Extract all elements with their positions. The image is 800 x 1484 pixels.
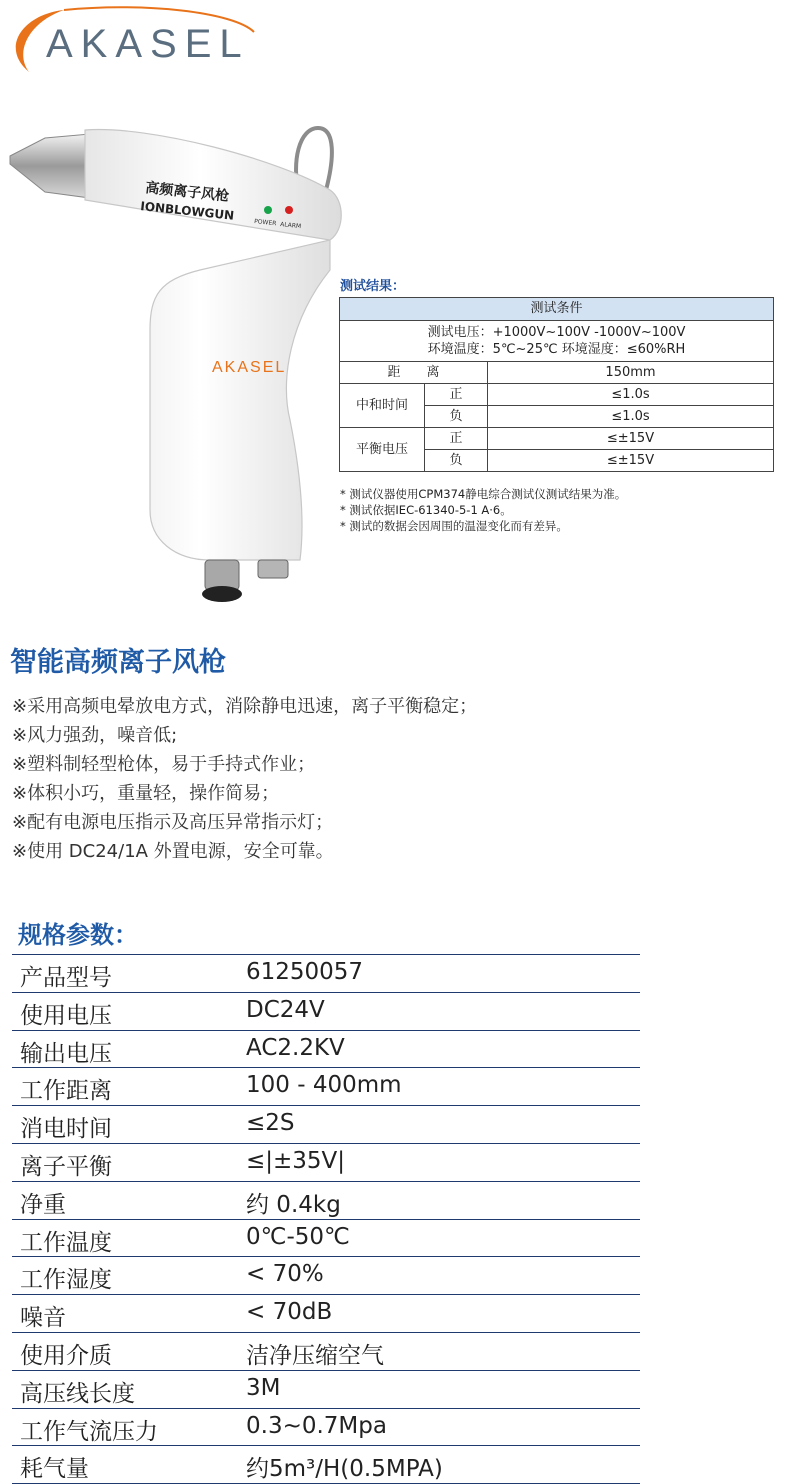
spec-label: 离子平衡 bbox=[20, 1153, 112, 1180]
neutralize-pos-value: ≤1.0s bbox=[488, 384, 774, 406]
spec-label: 噪音 bbox=[20, 1305, 66, 1332]
spec-row bbox=[12, 1067, 640, 1105]
spec-value: ≤|±35V| bbox=[246, 1147, 346, 1174]
test-results-title: 测试结果： bbox=[340, 279, 406, 294]
test-conditions-header: 测试条件 bbox=[340, 298, 774, 321]
spec-label: 使用电压 bbox=[20, 1002, 112, 1029]
spec-value: 61250057 bbox=[246, 959, 364, 985]
spec-row bbox=[12, 1445, 640, 1484]
feature-list bbox=[12, 692, 477, 866]
spec-label: 工作距离 bbox=[20, 1078, 112, 1105]
spec-label: 净重 bbox=[20, 1191, 66, 1218]
balance-neg-value: ≤±15V bbox=[488, 450, 774, 472]
balance-pos-label: 正 bbox=[425, 428, 488, 450]
spec-row bbox=[12, 1181, 640, 1219]
alarm-label: ALARM bbox=[279, 221, 302, 231]
product-image bbox=[0, 120, 345, 610]
neutralize-neg-value: ≤1.0s bbox=[488, 406, 774, 428]
specs-title: 规格参数： bbox=[18, 921, 138, 949]
neutralize-neg-label: 负 bbox=[425, 406, 488, 428]
spec-value: ≤2S bbox=[246, 1110, 295, 1137]
spec-value: < 70% bbox=[246, 1261, 324, 1288]
spec-label: 产品型号 bbox=[20, 965, 112, 991]
gun-label-cn: 高频离子风枪 bbox=[144, 180, 230, 205]
spec-label: 输出电压 bbox=[20, 1040, 112, 1067]
test-conditions bbox=[340, 321, 774, 362]
spec-row bbox=[12, 1105, 640, 1143]
spec-label: 消电时间 bbox=[20, 1116, 112, 1143]
spec-row bbox=[12, 1370, 640, 1408]
spec-value: 洁净压缩空气 bbox=[246, 1342, 384, 1369]
test-conditions-line1: 测试电压：+1000V~100V -1000V~100V bbox=[427, 325, 686, 340]
feature-item: ※塑料制轻型枪体，易于手持式作业； bbox=[12, 754, 316, 775]
test-note: * 测试的数据会因周围的温湿变化而有差异。 bbox=[340, 519, 568, 533]
spec-label: 耗气量 bbox=[20, 1456, 89, 1483]
test-note: * 测试仪器使用CPM374静电综合测试仪测试结果为准。 bbox=[340, 487, 627, 501]
balance-neg-label: 负 bbox=[425, 450, 488, 472]
spec-value: 约 0.4kg bbox=[246, 1191, 341, 1218]
spec-row bbox=[12, 1030, 640, 1068]
spec-value: < 70dB bbox=[246, 1299, 333, 1326]
spec-value: 3M bbox=[246, 1374, 281, 1401]
test-results-table bbox=[339, 297, 774, 472]
spec-row bbox=[12, 992, 640, 1030]
neutralize-pos-label: 正 bbox=[425, 384, 488, 406]
spec-row bbox=[12, 954, 640, 992]
spec-value: AC2.2KV bbox=[246, 1034, 345, 1061]
distance-label: 距 离 bbox=[340, 362, 488, 384]
gun-brand-text: AKASEL bbox=[212, 359, 287, 376]
spec-label: 使用介质 bbox=[20, 1342, 112, 1369]
distance-value: 150mm bbox=[488, 362, 774, 384]
feature-item: ※采用高频电晕放电方式，消除静电迅速，离子平衡稳定； bbox=[12, 696, 478, 717]
spec-row bbox=[12, 1256, 640, 1294]
feature-item: ※使用 DC24/1A 外置电源，安全可靠。 bbox=[12, 841, 334, 862]
specs-table bbox=[12, 954, 640, 1484]
product-title: 智能高频离子风枪 bbox=[10, 647, 226, 678]
spec-row bbox=[12, 1294, 640, 1332]
power-label: POWER bbox=[253, 218, 277, 228]
spec-label: 高压线长度 bbox=[20, 1380, 135, 1407]
neutralize-label: 中和时间 bbox=[340, 384, 425, 428]
spec-label: 工作温度 bbox=[20, 1229, 112, 1256]
logo-text: AKASEL bbox=[46, 22, 250, 66]
balance-label: 平衡电压 bbox=[340, 428, 425, 472]
spec-row bbox=[12, 1332, 640, 1370]
balance-pos-value: ≤±15V bbox=[488, 428, 774, 450]
feature-item: ※配有电源电压指示及高压异常指示灯； bbox=[12, 812, 334, 833]
spec-value: 约5m³/H(0.5MPA) bbox=[246, 1456, 443, 1483]
brand-logo bbox=[4, 2, 264, 82]
spec-value: 0.3~0.7Mpa bbox=[246, 1412, 387, 1439]
spec-row bbox=[12, 1143, 640, 1181]
spec-value: 100 - 400mm bbox=[246, 1072, 402, 1099]
spec-value: DC24V bbox=[246, 996, 325, 1023]
test-notes bbox=[340, 486, 626, 534]
feature-item: ※风力强劲，噪音低; bbox=[12, 725, 178, 746]
spec-label: 工作气流压力 bbox=[20, 1418, 158, 1445]
gun-label-en: IONBLOWGUN bbox=[139, 199, 235, 223]
spec-row bbox=[12, 1219, 640, 1257]
test-note: * 测试依据IEC-61340-5-1 A·6。 bbox=[340, 503, 512, 517]
spec-row bbox=[12, 1408, 640, 1446]
spec-value: 0℃-50℃ bbox=[246, 1223, 350, 1250]
feature-item: ※体积小巧，重量轻，操作简易； bbox=[12, 783, 280, 804]
test-conditions-line2: 环境温度：5℃~25℃ 环境湿度：≤60%RH bbox=[427, 342, 686, 357]
spec-label: 工作湿度 bbox=[20, 1267, 112, 1294]
